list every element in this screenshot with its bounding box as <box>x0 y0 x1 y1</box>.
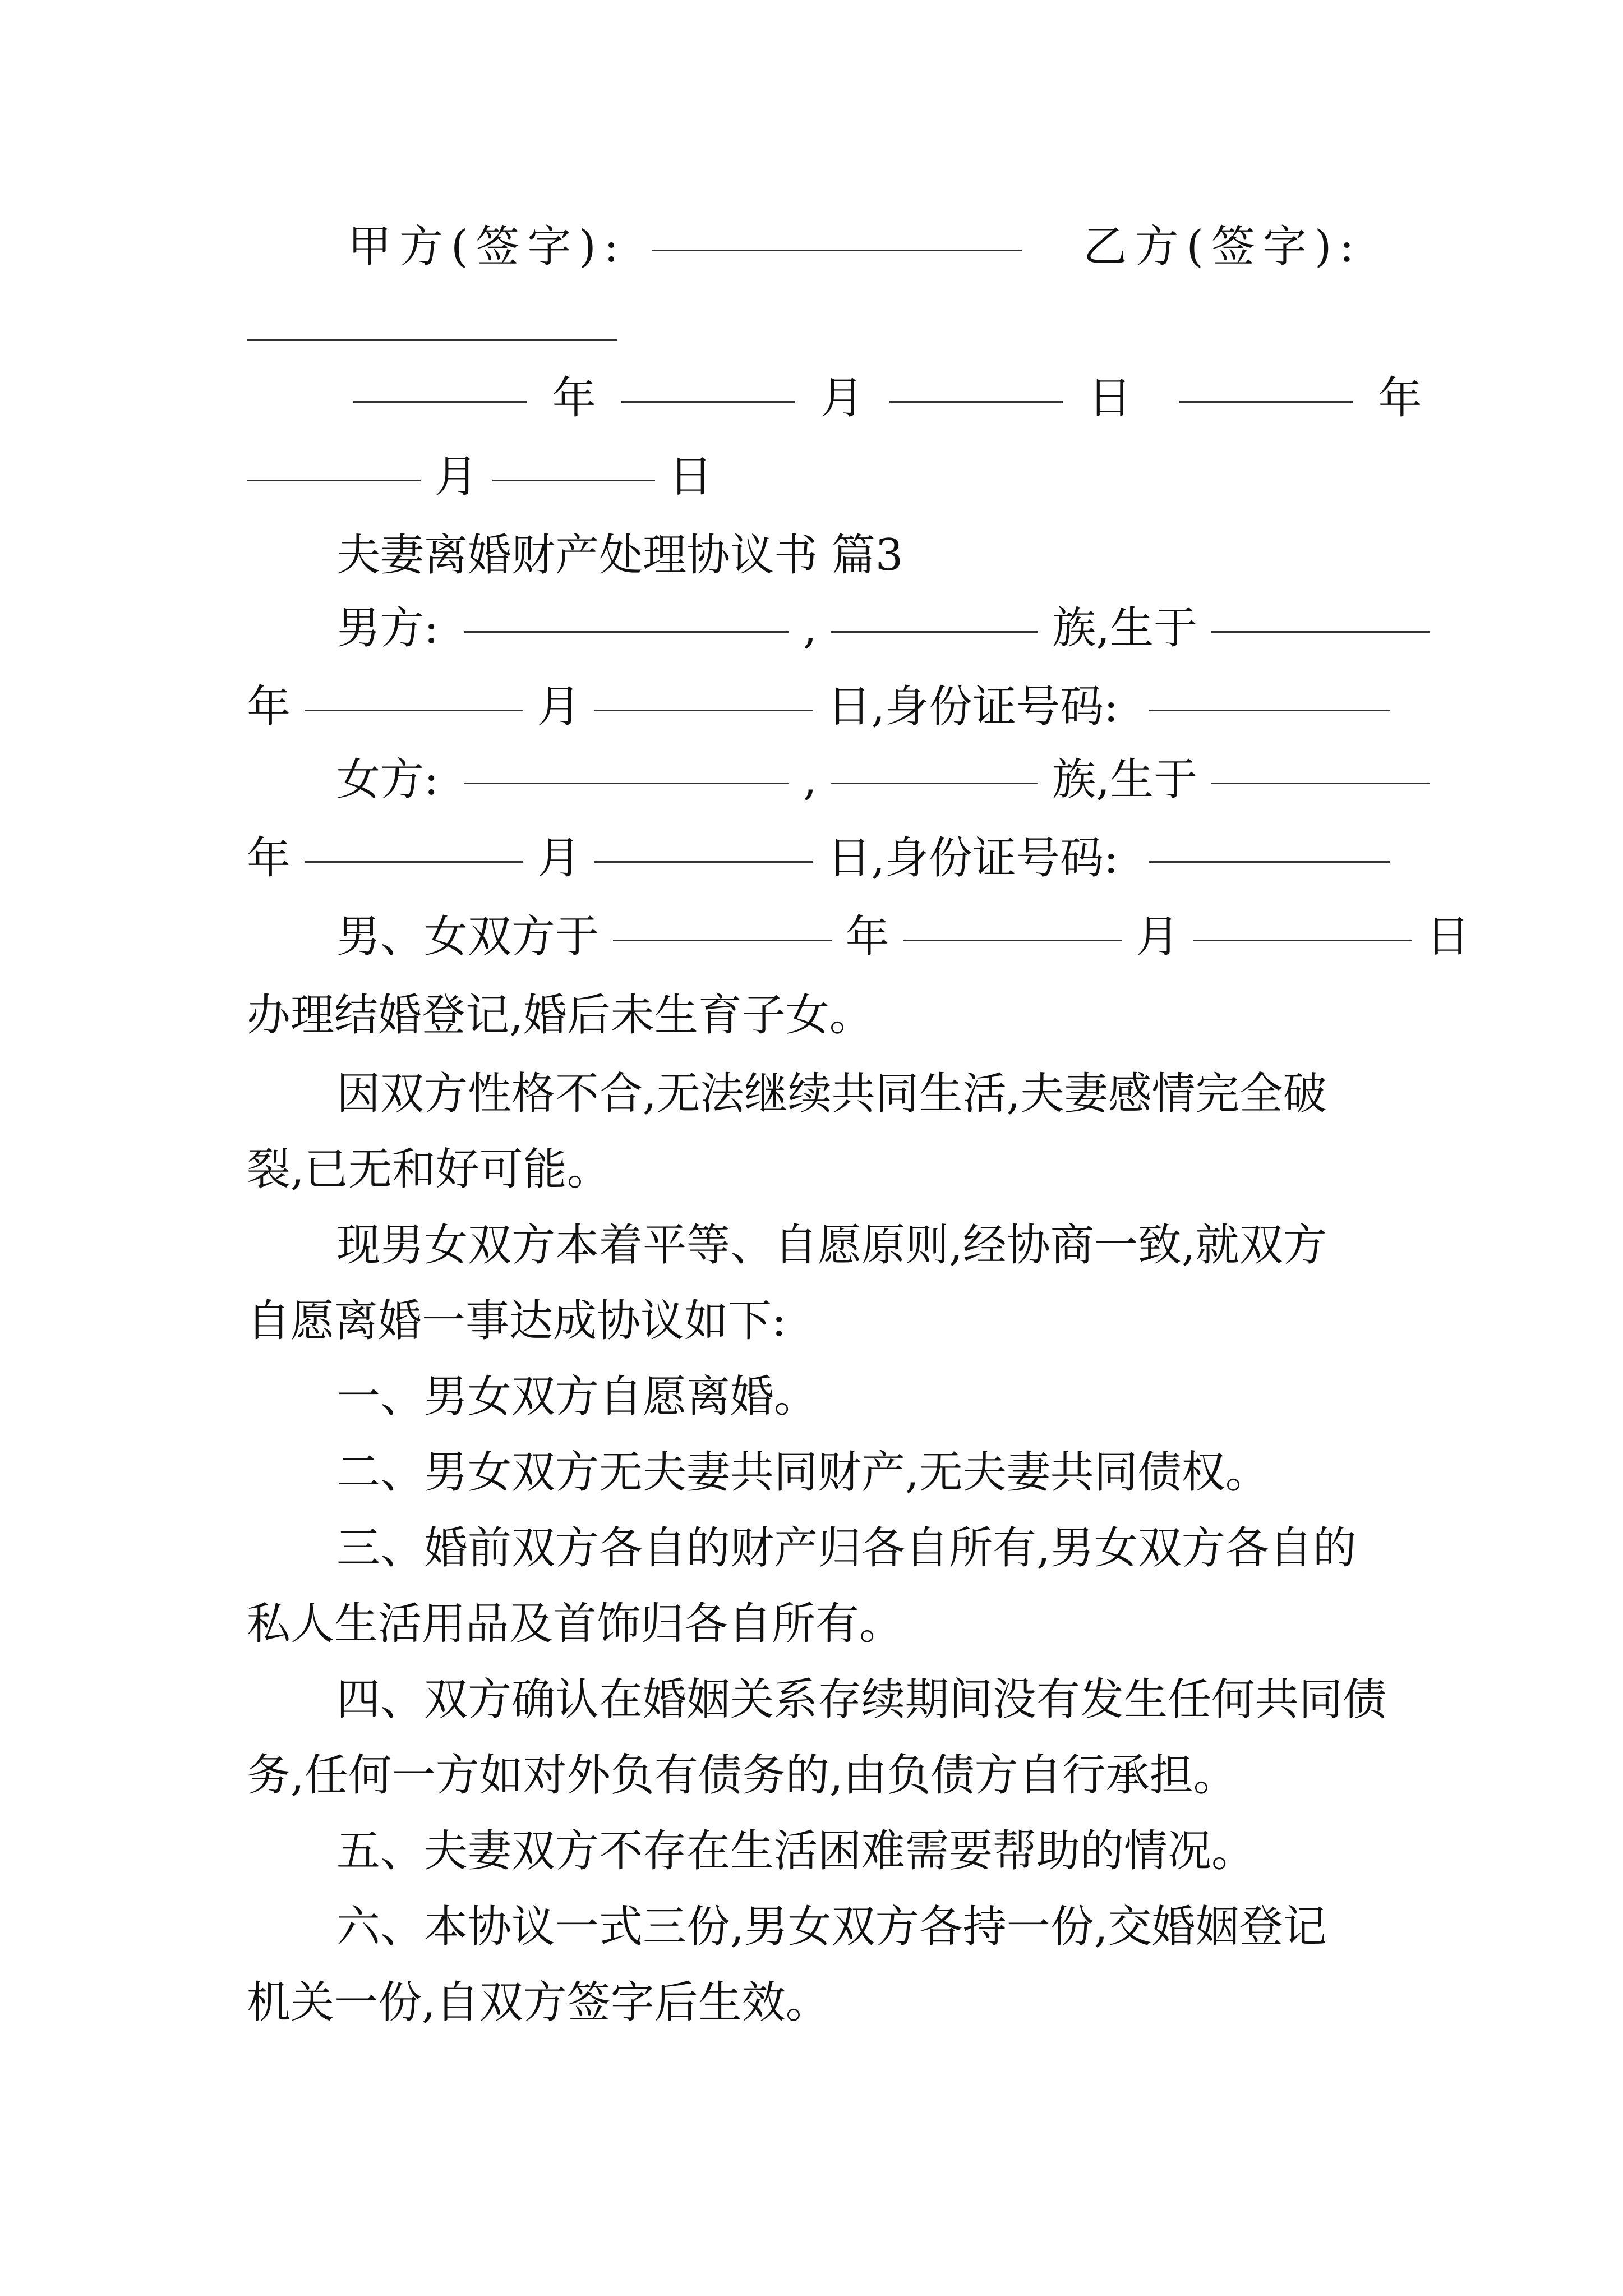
marriage-year-label: 年 <box>845 912 889 962</box>
male-birth-line <box>247 668 1391 746</box>
marriage-date-line <box>336 898 1470 976</box>
female-birth-line <box>247 819 1391 898</box>
paragraph-line: 现男女双方本着平等、自愿原则,经协商一致,就双方 <box>336 1220 1327 1271</box>
party-b-year-label: 年 <box>1378 373 1422 424</box>
female-month-label: 月 <box>537 833 581 884</box>
male-month-blank <box>305 710 523 711</box>
male-id-blank <box>1149 710 1390 711</box>
male-label: 男方: <box>336 603 439 654</box>
party-a-day-blank <box>889 401 1063 403</box>
paragraph-line: 裂,已无和好可能。 <box>247 1144 611 1195</box>
signature-line <box>348 208 1391 286</box>
party-b-signature-blank <box>247 339 617 341</box>
party-a-month-label: 月 <box>820 373 864 424</box>
female-comma: , <box>803 754 817 805</box>
clause-6: 六、本协议一式三份,男女双方各持一份,交婚姻登记 <box>336 1902 1327 1952</box>
male-comma: , <box>803 603 817 654</box>
party-a-signature-blank <box>652 250 1022 251</box>
marriage-day-label: 日 <box>1426 912 1470 962</box>
male-name-blank <box>464 631 789 633</box>
marriage-month-label: 月 <box>1136 912 1180 962</box>
signature-date-line <box>353 359 1422 438</box>
male-day-blank <box>594 710 813 711</box>
signature-date-line-2 <box>247 438 1391 516</box>
female-year-label: 年 <box>247 833 291 884</box>
party-b-day-label: 日 <box>668 452 713 502</box>
female-label: 女方: <box>336 754 439 805</box>
female-ethnicity-blank <box>831 783 1038 784</box>
clause-4: 四、双方确认在婚姻关系存续期间没有发生任何共同债 <box>336 1674 1387 1725</box>
clause-5: 五、夫妻双方不存在生活困难需要帮助的情况。 <box>336 1826 1256 1876</box>
male-party-line <box>336 589 1391 668</box>
clause-4-continued: 务,任何一方如对外负有债务的,由负债方自行承担。 <box>247 1750 1237 1801</box>
marriage-year-blank <box>613 940 832 941</box>
agreement-title: 夫妻离婚财产处理协议书 篇3 <box>336 530 903 581</box>
female-party-line <box>336 740 1391 819</box>
marriage-day-blank <box>1193 940 1412 941</box>
female-id-blank <box>1149 861 1390 863</box>
paragraph-line: 办理结婚登记,婚后未生育子女。 <box>247 990 873 1041</box>
male-ethnicity-born: 族,生于 <box>1052 603 1198 654</box>
party-a-year-label: 年 <box>552 373 596 424</box>
female-ethnicity-born: 族,生于 <box>1052 754 1198 805</box>
clause-3-continued: 私人生活用品及首饰归各自所有。 <box>247 1599 903 1649</box>
female-id-label: 日,身份证号码: <box>827 833 1119 884</box>
party-a-month-blank <box>621 401 795 403</box>
clause-3: 三、婚前双方各自的财产归各自所有,男女双方各自的 <box>336 1523 1357 1573</box>
male-id-label: 日,身份证号码: <box>827 682 1119 732</box>
marriage-prefix: 男、女双方于 <box>336 912 600 962</box>
clause-6-continued: 机关一份,自双方签字后生效。 <box>247 1977 829 2028</box>
party-b-month-label: 月 <box>434 452 478 502</box>
party-b-month-blank <box>247 480 421 481</box>
party-a-day-label: 日 <box>1088 373 1132 424</box>
party-b-signature-label: 乙方(签字): <box>1083 222 1362 272</box>
clause-2: 二、男女双方无夫妻共同财产,无夫妻共同债权。 <box>336 1447 1269 1498</box>
party-b-year-blank <box>1179 401 1353 403</box>
party-a-year-blank <box>353 401 527 403</box>
female-name-blank <box>464 783 789 784</box>
party-a-signature-label: 甲方(签字): <box>348 222 627 272</box>
male-year-label: 年 <box>247 682 291 732</box>
male-month-label: 月 <box>537 682 581 732</box>
male-ethnicity-blank <box>831 631 1038 633</box>
paragraph-line: 因双方性格不合,无法继续共同生活,夫妻感情完全破 <box>336 1069 1327 1119</box>
paragraph-line: 自愿离婚一事达成协议如下: <box>247 1296 787 1346</box>
male-birth-blank <box>1211 631 1430 633</box>
female-day-blank <box>594 861 813 863</box>
female-month-blank <box>305 861 523 863</box>
clause-1: 一、男女双方自愿离婚。 <box>336 1372 818 1422</box>
female-birth-blank <box>1211 783 1430 784</box>
party-b-day-blank <box>492 480 655 481</box>
marriage-month-blank <box>903 940 1122 941</box>
